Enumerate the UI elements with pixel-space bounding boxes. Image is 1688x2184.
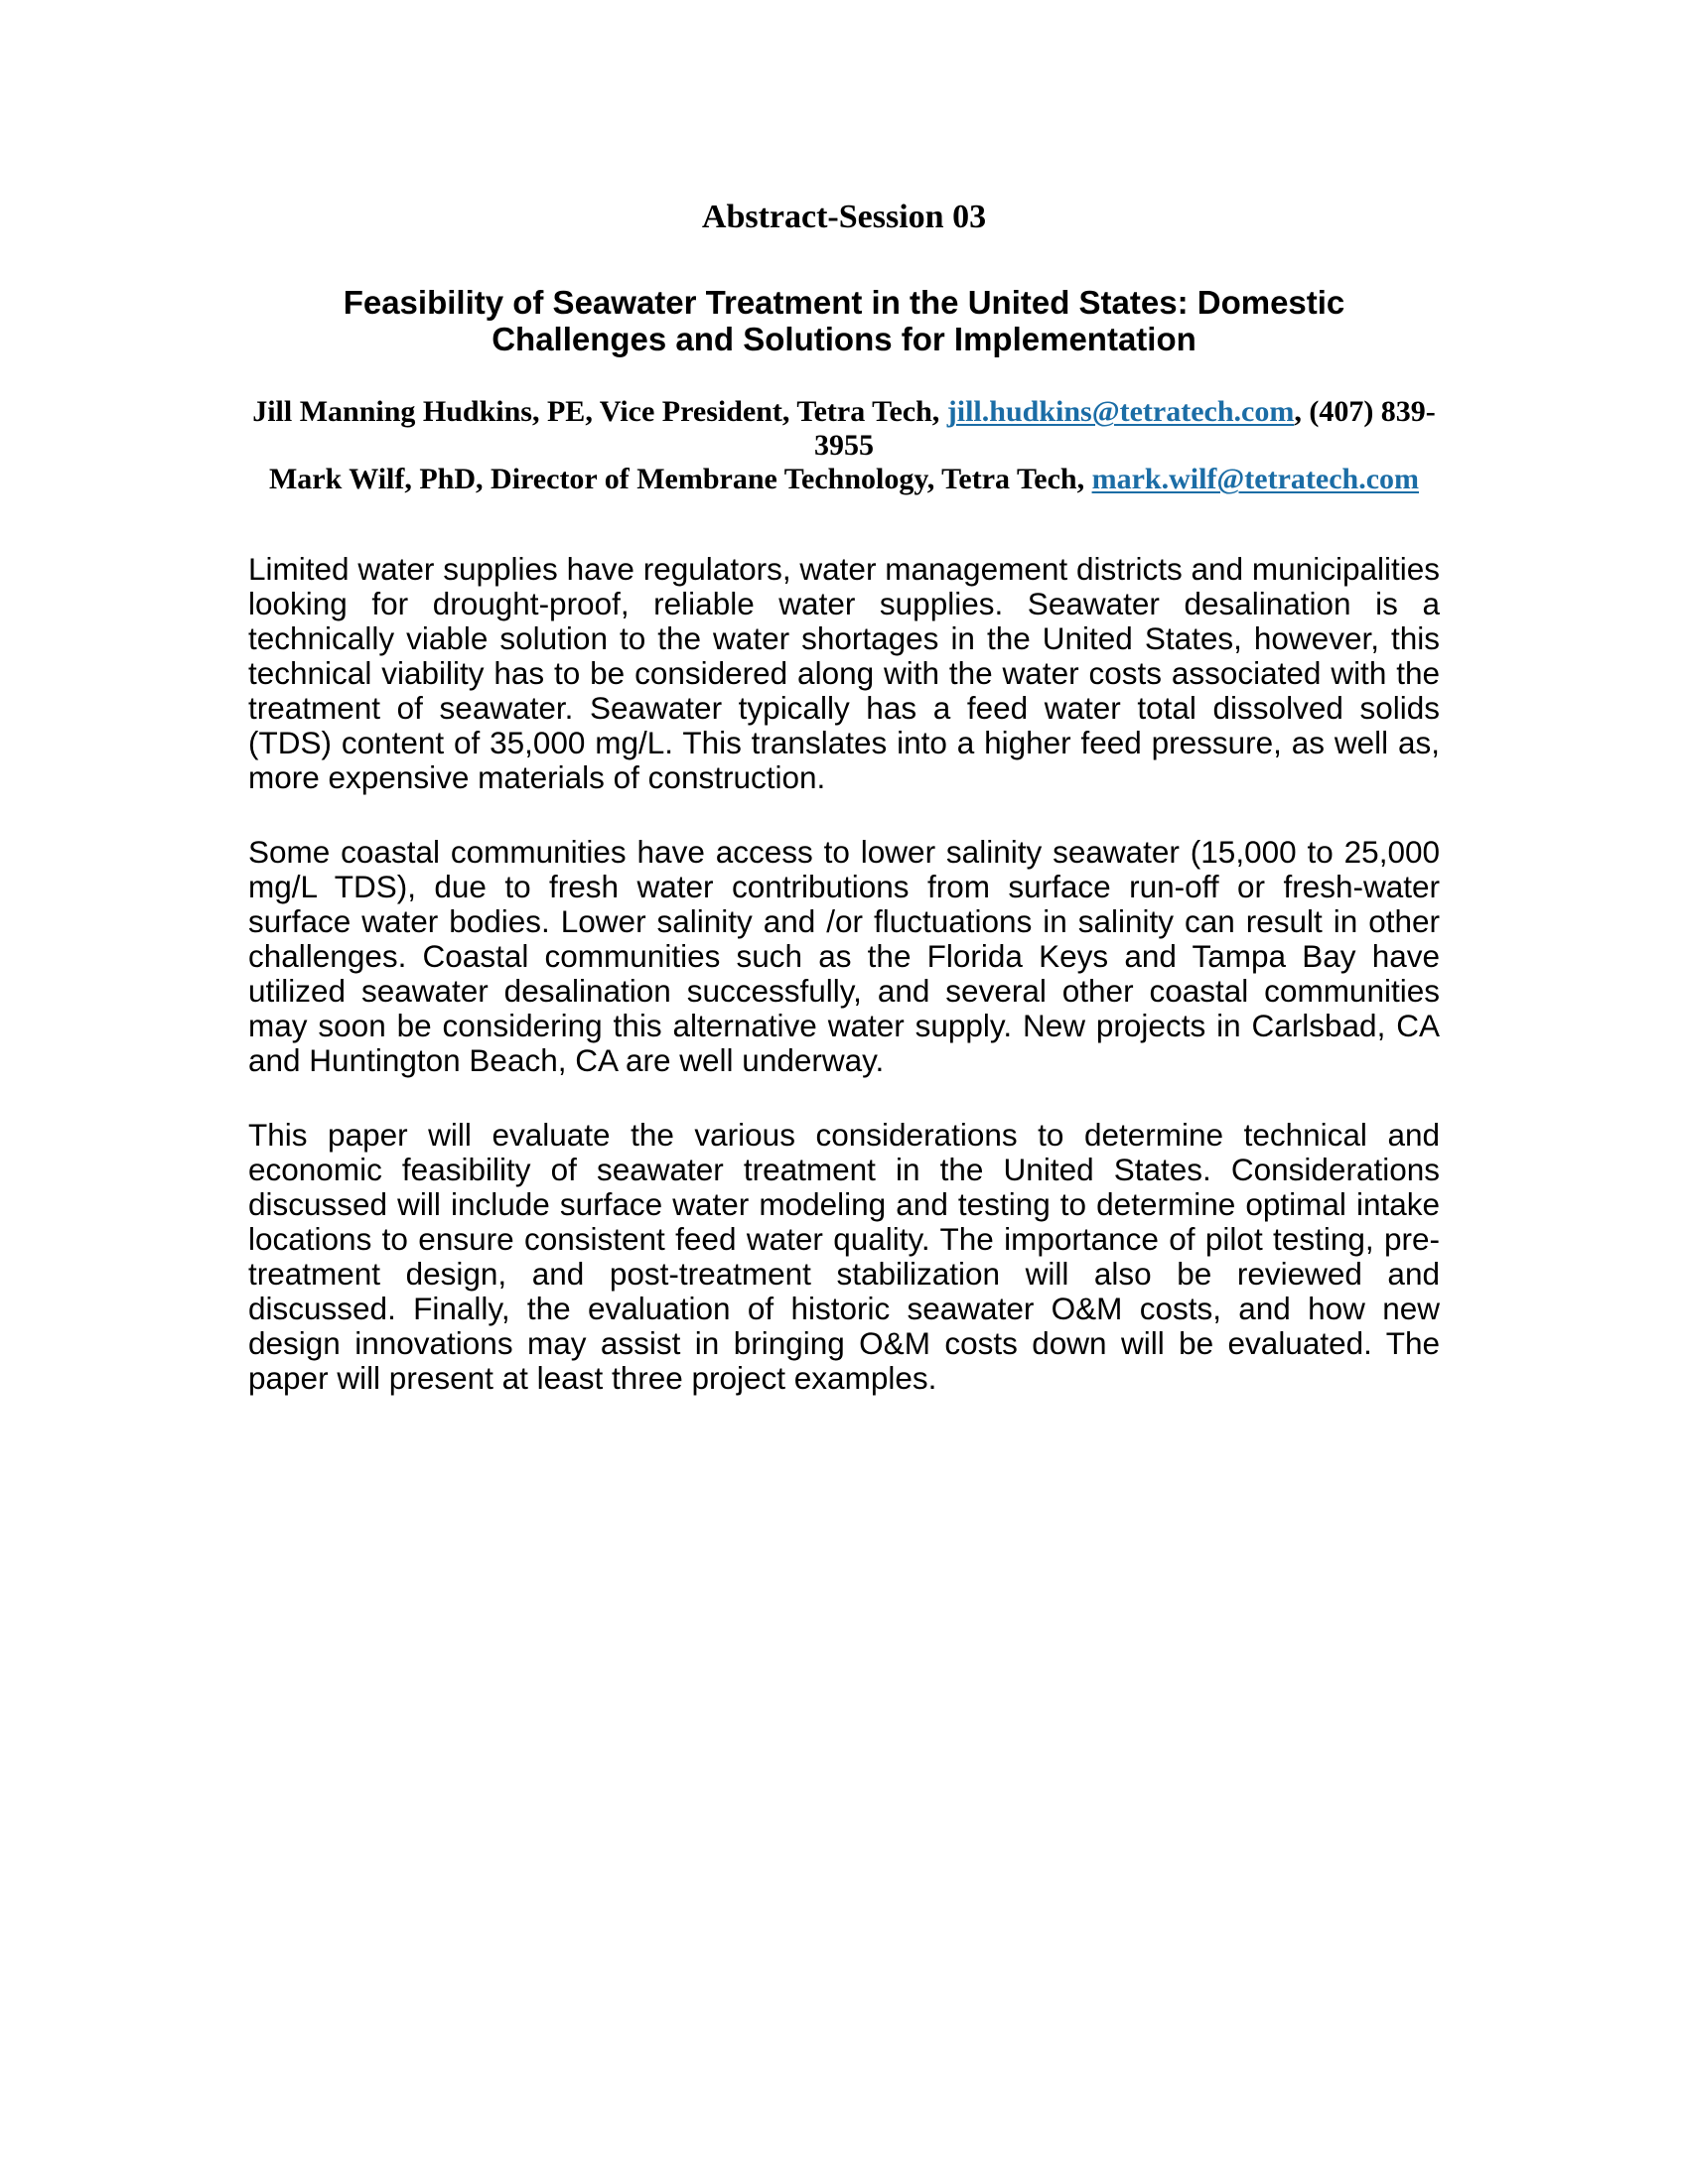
- author-line-1: [248, 395, 1440, 463]
- paragraph-3: This paper will evaluate the various considerations to determine technical and economic feasibility of seawater treatment in the United States. Considerations discussed will include surface water modeling and testing to determine optimal intake locations to ensure consistent feed water quality. The importance of pilot testing, pre-treatment design, and post-treatment stabilization will also be reviewed and discussed. Finally, the evaluation of historic seawater O&M costs, and how new design innovations may assist in bringing O&M costs down will be evaluated. The paper will present at least three project examples.: [248, 1117, 1440, 1396]
- paragraph-1: Limited water supplies have regulators, water management districts and municipalities looking for drought-proof, reliable water supplies. Seawater desalination is a technically viable solution to the water shortages in the United States, however, this technical viability has to be considered along with the water costs associated with the treatment of seawater. Seawater typically has a feed water total dissolved solids (TDS) content of 35,000 mg/L. This translates into a higher feed pressure, as well as, more expensive materials of construction.: [248, 551, 1440, 795]
- author-line-2: [248, 463, 1440, 496]
- author-block: [248, 395, 1440, 496]
- abstract-body: [248, 552, 1440, 1396]
- paper-title-line1: Feasibility of Seawater Treatment in the United States: Domestic: [343, 284, 1345, 321]
- author-2-name-title: Mark Wilf, PhD, Director of Membrane Technology, Tetra Tech,: [268, 463, 1092, 495]
- paper-title: [248, 284, 1440, 357]
- author-1-email-link[interactable]: jill.hudkins@tetratech.com: [946, 395, 1295, 428]
- paper-title-line2: Challenges and Solutions for Implementation: [492, 321, 1196, 357]
- author-1-name-title: Jill Manning Hudkins, PE, Vice President, Tetra Tech,: [252, 395, 947, 428]
- paragraph-2: Some coastal communities have access to lower salinity seawater (15,000 to 25,000 mg/L TDS), due to fresh water contributions from surface run-off or fresh-water surface water bodies. Lower salinity and /or fluctuations in salinity can result in other challenges. Coastal communities such as the Florida Keys and Tampa Bay have utilized seawater desalination successfully, and several other coastal communities may soon be considering this alternative water supply. New projects in Carlsbad, CA and Huntington Beach, CA are well underway.: [248, 834, 1440, 1078]
- author-2-email-link[interactable]: mark.wilf@tetratech.com: [1091, 463, 1420, 495]
- session-label: Abstract-Session 03: [701, 199, 987, 235]
- author-1-phone: , (407) 839-3955: [814, 395, 1436, 462]
